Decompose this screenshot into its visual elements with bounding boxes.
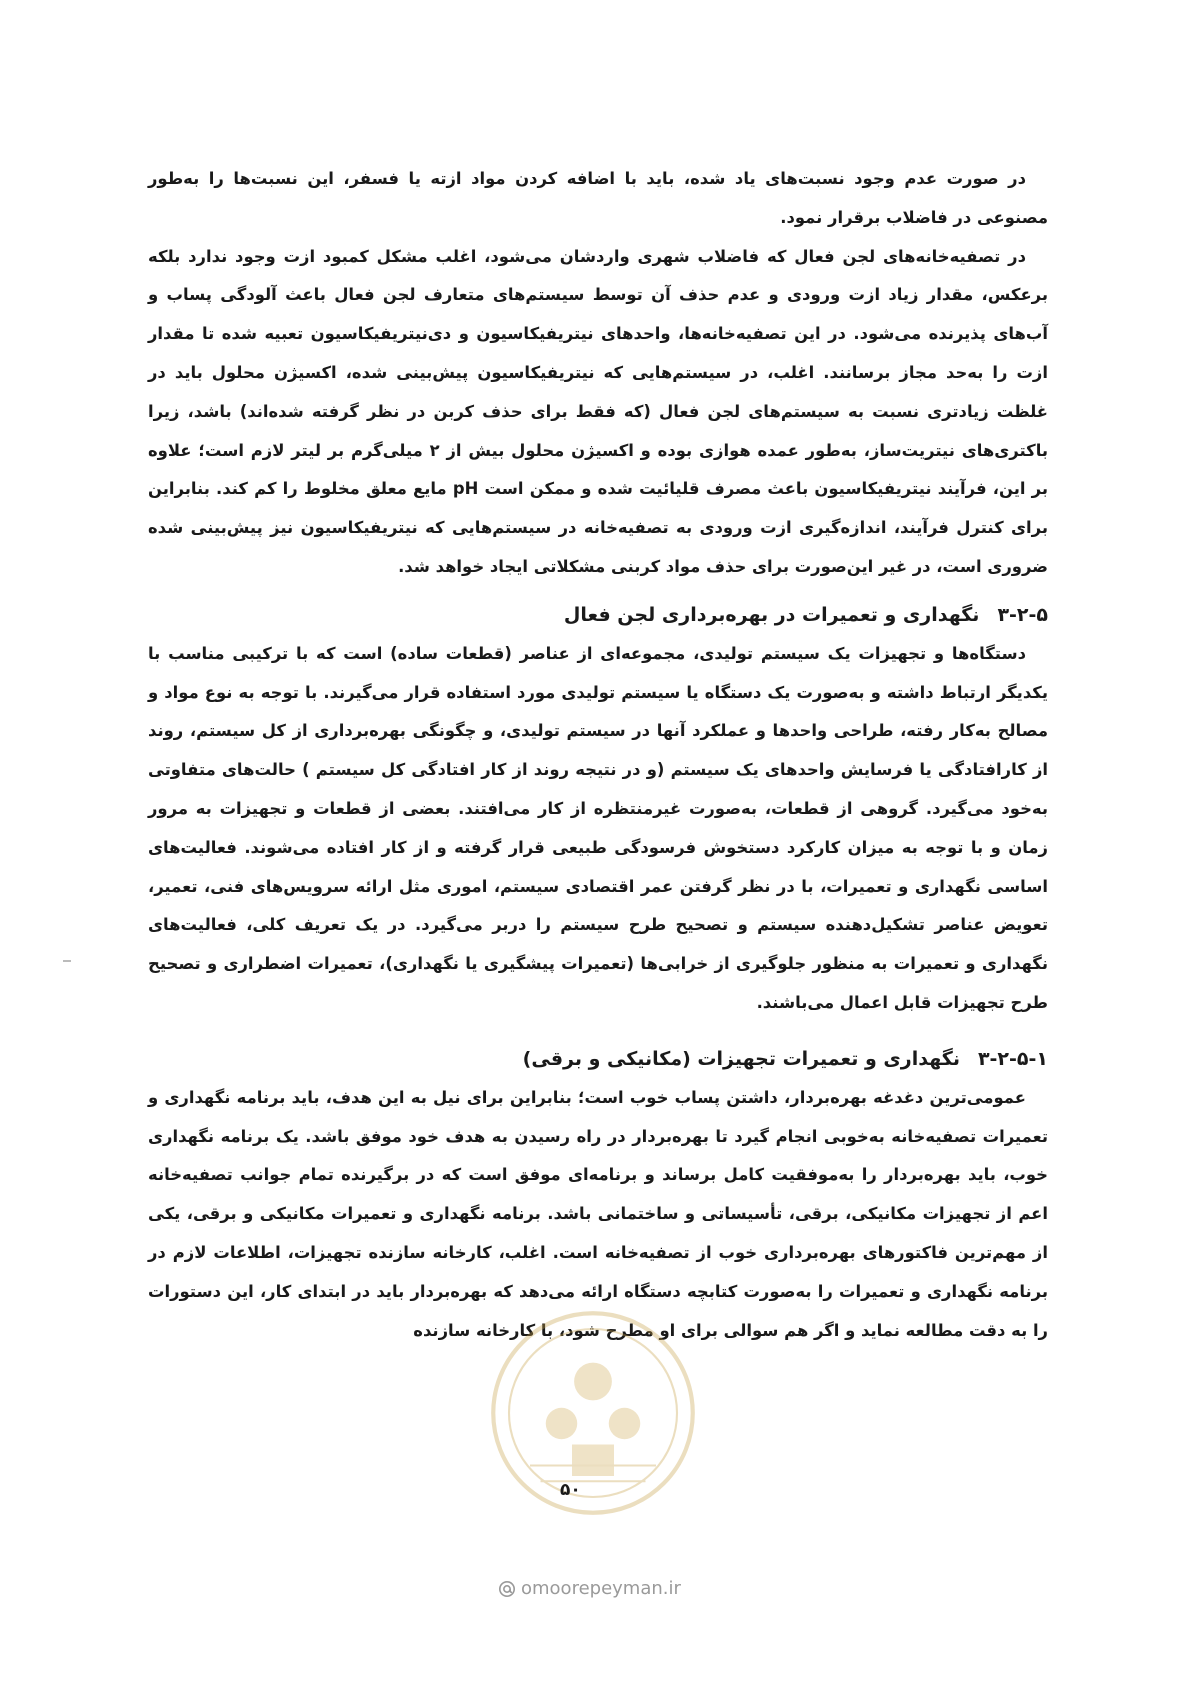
- at-icon: [498, 1580, 516, 1598]
- subsection-heading: [148, 1039, 1048, 1079]
- section-number: ۳-۲-۵: [997, 603, 1048, 626]
- paragraph-nitrification: در تصفیه‌خانه‌های لجن فعال که فاضلاب شهری واردشان می‌شود، اغلب مشکل کمبود ازت وجود ندارد بلکه برعکس، مقدار زیاد ازت ورودی و عدم حذف آن توسط سیستم‌های متعارف لجن فعال باعث آلودگی پساب و آب‌های پذیرنده می‌شود. در این تصفیه‌خانه‌ها، واحدهای نیتریفیکاسیون و دی‌نیتریفیکاسیون تعبیه شده تا مقدار ازت را به‌حد مجاز برسانند. اغلب، در سیستم‌هایی که نیتریفیکاسیون پیش‌بینی شده، اکسیژن محلول باید در غلظت زیادتری نسبت به سیستم‌های لجن فعال (که فقط برای حذف کربن در نظر گرفته شده‌اند) باشد، زیرا باکتری‌های نیتریت‌ساز، به‌طور عمده هوازی بوده و اکسیژن محلول بیش از ۲ میلی‌گرم بر لیتر لازم است؛ علاوه بر این، فرآیند نیتریفیکاسیون باعث مصرف قلیائیت شده و ممکن است pH مایع معلق مخلوط را کم کند. بنابراین برای کنترل فرآیند، اندازه‌گیری ازت ورودی به تصفیه‌خانه در سیستم‌هایی که نیتریفیکاسیون نیز پیش‌بینی شده ضروری است، در غیر این‌صورت برای حذف مواد کربنی مشکلاتی ایجاد خواهد شد.: [148, 246, 1049, 576]
- margin-mark: [63, 960, 71, 962]
- subsection-title: نگهداری و تعمیرات تجهیزات (مکانیکی و برقی): [522, 1047, 960, 1070]
- section-title: نگهداری و تعمیرات در بهره‌برداری لجن فعال: [563, 603, 980, 626]
- section-heading: [148, 595, 1048, 635]
- footer-url-text[interactable]: omoorepeyman.ir: [521, 1578, 681, 1599]
- paragraph-maintenance: دستگاه‌ها و تجهیزات یک سیستم تولیدی، مجموعه‌ای از عناصر (قطعات ساده) است که با ترکیبی مناسب با یکدیگر ارتباط داشته و به‌صورت یک دستگاه یا سیستم تولیدی مورد استفاده قرار می‌گیرند. با توجه به نوع مواد و مصالح به‌کار رفته، طراحی واحدها و عملکرد آنها در سیستم تولیدی، و چگونگی بهره‌برداری از کل سیستم، روند از کارافتادگی یا فرسایش واحدهای یک سیستم (و در نتیجه روند از کار افتادگی کل سیستم ) حالت‌های متفاوتی به‌خود می‌گیرد. گروهی از قطعات، به‌صورت غیرمنتظره از کار می‌افتند. بعضی از قطعات و تجهیزات به مرور زمان و با توجه به میزان کارکرد دستخوش فرسودگی طبیعی قرار گرفته و از کار افتاده می‌شوند. فعالیت‌های اساسی نگهداری و تعمیرات، با در نظر گرفتن عمر اقتصادی سیستم، اموری مثل ارائه سرویس‌های فنی، تعمیر، تعویض عناصر تشکیل‌دهنده سیستم و تصحیح طرح سیستم را دربر می‌گیرد. در یک تعریف کلی، فعالیت‌های نگهداری و تعمیرات به منظور جلوگیری از خرابی‌ها (تعمیرات پیشگیری یا نگهداری)، تعمیرات اضطراری و تصحیح طرح تجهیزات قابل اعمال می‌باشند.: [148, 643, 1048, 1012]
- page-content: [148, 160, 1048, 1350]
- paragraph-ratios: در صورت عدم وجود نسبت‌های یاد شده، باید با اضافه کردن مواد ازته یا فسفر، این نسبت‌ها را به‌طور مصنوعی در فاضلاب برقرار نمود.: [148, 169, 1048, 227]
- subsection-number: ۳-۲-۵-۱: [977, 1047, 1048, 1070]
- paragraph-equipment: عمومی‌ترین دغدغه بهره‌بردار، داشتن پساب خوب است؛ بنابراین برای نیل به این هدف، باید برنامه نگهداری و تعمیرات تصفیه‌خانه به‌خوبی انجام گیرد تا بهره‌بردار در راه رسیدن به هدف خود موفق باشد. یک برنامه نگهداری خوب، باید بهره‌بردار را به‌موفقیت کامل برساند و برنامه‌ای موفق است که در برگیرنده تمام جوانب تصفیه‌خانه اعم از تجهیزات مکانیکی، برقی، تأسیساتی و ساختمانی باشد. برنامه نگهداری و تعمیرات مکانیکی و برقی، یکی از مهم‌ترین فاکتورهای بهره‌برداری خوب از تصفیه‌خانه است. اغلب، کارخانه سازنده تجهیزات، اطلاعات لازم در برنامه نگهداری و تعمیرات را به‌صورت کتابچه دستگاه ارائه می‌دهد که بهره‌بردار باید در ابتدای کار، این دستورات را به دقت مطالعه نماید و اگر هم سوالی برای او مطرح شود، با کارخانه سازنده: [148, 1087, 1048, 1340]
- page-number: ۵۰: [560, 1480, 581, 1500]
- footer-url: [498, 1578, 681, 1599]
- watermark-seal: [488, 1308, 698, 1518]
